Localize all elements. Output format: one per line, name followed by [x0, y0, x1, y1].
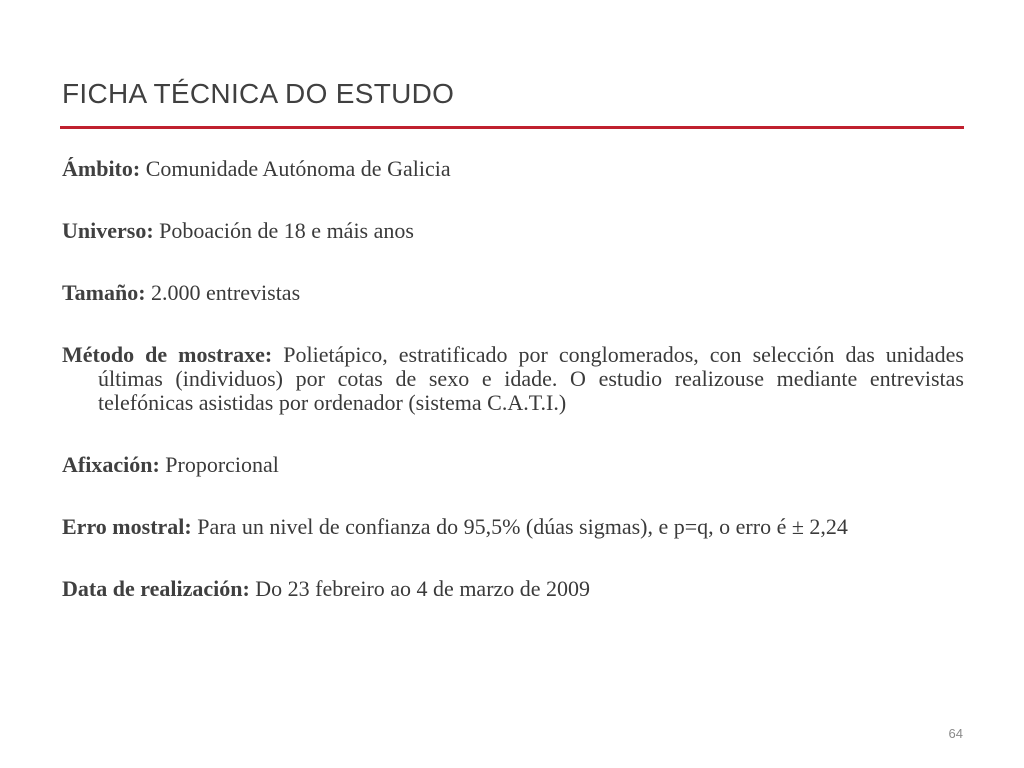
field-value: Poboación de 18 e máis anos	[159, 218, 414, 243]
field-value: Polietápico, estratificado por conglomerados, con selección das unidades últimas (individuos) por cotas de sexo e idade. O estudio realizouse mediante entrevistas telefónicas asistidas por ordenador (sistema C.A.T.I.)	[98, 342, 964, 415]
field-ambito	[62, 157, 964, 181]
field-metodo-mostraxe	[62, 343, 964, 415]
field-label: Ámbito:	[62, 156, 141, 181]
field-data-realizacion	[62, 577, 964, 601]
field-universo	[62, 219, 964, 243]
field-label: Tamaño:	[62, 280, 146, 305]
slide-title: FICHA TÉCNICA DO ESTUDO	[62, 78, 455, 109]
field-value: Para un nivel de confianza do 95,5% (dúas sigmas), e p=q, o erro é ± 2,24	[197, 514, 848, 539]
field-label: Erro mostral:	[62, 514, 192, 539]
field-label: Universo:	[62, 218, 154, 243]
page-number: 64	[948, 726, 963, 741]
field-value: Comunidade Autónoma de Galicia	[145, 156, 451, 181]
technical-sheet	[62, 157, 964, 601]
title-divider	[60, 126, 964, 129]
field-label: Afixación:	[62, 452, 160, 477]
field-value: Do 23 febreiro ao 4 de marzo de 2009	[255, 576, 591, 601]
field-label: Data de realización:	[62, 576, 250, 601]
field-label: Método de mostraxe:	[62, 342, 273, 367]
field-afixacion	[62, 453, 964, 477]
field-erro-mostral	[62, 515, 964, 539]
field-tamano	[62, 281, 964, 305]
field-value: 2.000 entrevistas	[151, 280, 301, 305]
field-value: Proporcional	[165, 452, 279, 477]
